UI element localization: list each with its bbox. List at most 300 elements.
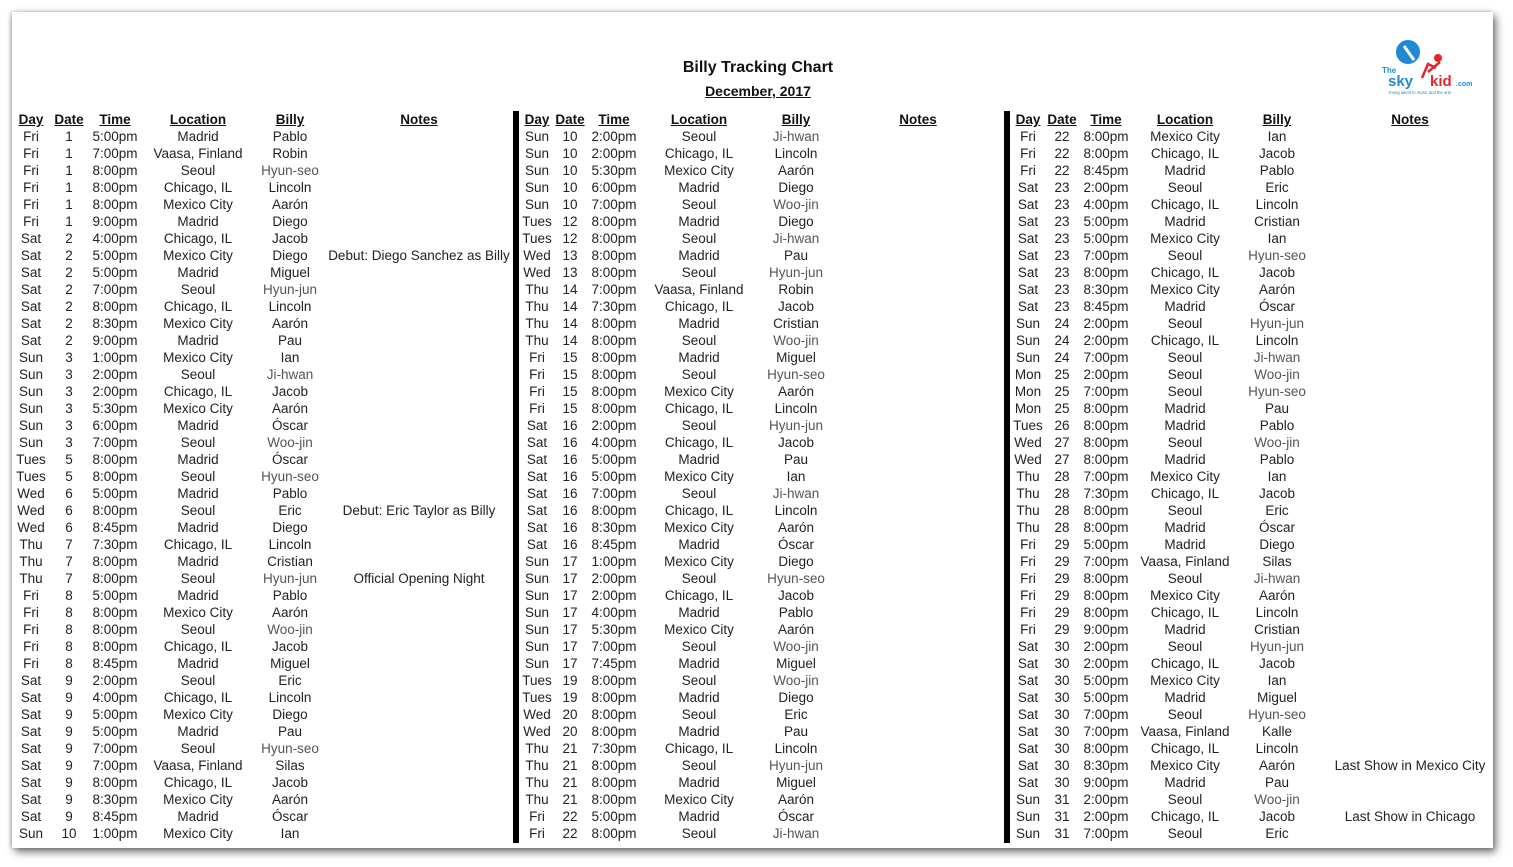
cell-billy: Eric (278, 503, 302, 518)
cell-time: 7:00pm (1083, 248, 1129, 263)
cell-time: 2:00pm (1083, 367, 1129, 382)
cell-billy: Lincoln (774, 146, 818, 161)
cell-date: 2 (65, 265, 73, 280)
cell-date: 23 (1054, 180, 1070, 195)
cell-time: 8:00pm (92, 622, 138, 637)
cell-day: Sun (524, 197, 550, 212)
cell-location: Seoul (1167, 571, 1203, 586)
cell-day: Sat (526, 520, 548, 535)
cell-date: 8 (65, 588, 73, 603)
column-header-location: Location (169, 112, 227, 127)
cell-location: Vaasa, Finland (1140, 724, 1230, 739)
cell-billy: Aarón (777, 163, 815, 178)
cell-billy: Pablo (778, 605, 814, 620)
cell-location: Seoul (180, 503, 216, 518)
cell-location: Madrid (678, 724, 720, 739)
cell-billy: Ji-hwan (1253, 571, 1301, 586)
cell-date: 28 (1054, 469, 1070, 484)
cell-time: 5:30pm (591, 622, 637, 637)
cell-time: 8:00pm (92, 554, 138, 569)
column-header-day: Day (18, 112, 44, 127)
cell-date: 19 (562, 690, 578, 705)
cell-location: Madrid (177, 333, 219, 348)
cell-billy: Miguel (776, 350, 816, 365)
cell-location: Madrid (1164, 418, 1206, 433)
cell-billy: Pablo (1259, 418, 1295, 433)
cell-date: 3 (65, 367, 73, 382)
cell-location: Seoul (180, 741, 216, 756)
cell-location: Madrid (678, 452, 720, 467)
cell-day: Fri (1020, 571, 1036, 586)
cell-date: 14 (562, 299, 578, 314)
cell-location: Chicago, IL (664, 146, 734, 161)
cell-time: 8:00pm (1083, 265, 1129, 280)
cell-day: Sun (18, 401, 44, 416)
cell-date: 16 (562, 486, 578, 501)
cell-notes: Debut: Diego Sanchez as Billy (328, 248, 510, 263)
cell-billy: Woo-jin (1254, 792, 1300, 807)
cell-time: 8:00pm (1083, 588, 1129, 603)
cell-date: 22 (1054, 146, 1070, 161)
cell-location: Chicago, IL (163, 180, 233, 195)
cell-day: Fri (1020, 537, 1036, 552)
cell-billy: Diego (778, 214, 814, 229)
cell-time: 5:30pm (92, 401, 138, 416)
cell-location: Seoul (681, 367, 717, 382)
cell-day: Tues (522, 214, 552, 229)
cell-location: Seoul (681, 231, 717, 246)
cell-billy: Woo-jin (1254, 367, 1300, 382)
cell-date: 8 (65, 639, 73, 654)
cell-location: Seoul (1167, 350, 1203, 365)
cell-billy: Pau (1264, 775, 1290, 790)
column-header-notes: Notes (1391, 112, 1429, 127)
cell-location: Vaasa, Finland (153, 758, 243, 773)
cell-day: Sun (524, 656, 550, 671)
cell-date: 3 (65, 384, 73, 399)
cell-date: 25 (1054, 384, 1070, 399)
cell-location: Chicago, IL (163, 299, 233, 314)
cell-location: Madrid (177, 452, 219, 467)
cell-date: 10 (562, 197, 578, 212)
cell-day: Sat (1017, 248, 1039, 263)
cell-location: Seoul (1167, 367, 1203, 382)
cell-time: 5:00pm (591, 469, 637, 484)
column-header-notes: Notes (400, 112, 438, 127)
cell-billy: Diego (272, 214, 308, 229)
cell-date: 23 (1054, 214, 1070, 229)
cell-location: Seoul (180, 367, 216, 382)
cell-location: Chicago, IL (1150, 265, 1220, 280)
cell-date: 31 (1054, 809, 1070, 824)
cell-time: 7:30pm (92, 537, 138, 552)
cell-date: 30 (1054, 758, 1070, 773)
cell-day: Sat (20, 724, 42, 739)
cell-billy: Hyun-jun (1249, 639, 1305, 654)
cell-day: Fri (1020, 129, 1036, 144)
cell-date: 5 (65, 469, 73, 484)
cell-date: 9 (65, 758, 73, 773)
page-subtitle: December, 2017 (705, 83, 811, 99)
cell-location: Madrid (177, 520, 219, 535)
cell-time: 4:00pm (92, 690, 138, 705)
cell-time: 7:00pm (92, 146, 138, 161)
cell-day: Sun (524, 571, 550, 586)
cell-location: Mexico City (163, 248, 233, 263)
cell-time: 8:00pm (591, 214, 637, 229)
cell-billy: Diego (1259, 537, 1295, 552)
cell-billy: Óscar (1258, 520, 1295, 535)
cell-date: 29 (1054, 537, 1070, 552)
column-header-date: Date (1047, 112, 1077, 127)
cell-location: Madrid (678, 605, 720, 620)
cell-notes: Last Show in Mexico City (1334, 758, 1486, 773)
cell-location: Madrid (177, 554, 219, 569)
cell-day: Sun (524, 163, 550, 178)
cell-day: Sat (1017, 214, 1039, 229)
cell-time: 8:00pm (591, 265, 637, 280)
cell-day: Fri (1020, 163, 1036, 178)
cell-date: 16 (562, 520, 578, 535)
cell-location: Chicago, IL (1150, 656, 1220, 671)
cell-date: 16 (562, 503, 578, 518)
logo-text-com: .com (1456, 81, 1473, 88)
cell-date: 13 (562, 248, 578, 263)
cell-day: Sat (526, 435, 548, 450)
cell-notes: Last Show in Chicago (1344, 809, 1476, 824)
cell-location: Madrid (678, 656, 720, 671)
cell-day: Sat (1017, 741, 1039, 756)
cell-location: Madrid (678, 350, 720, 365)
cell-time: 9:00pm (92, 333, 138, 348)
cell-location: Seoul (1167, 639, 1203, 654)
cell-location: Mexico City (163, 401, 233, 416)
cell-location: Seoul (180, 163, 216, 178)
cell-day: Thu (525, 792, 549, 807)
cell-day: Sun (524, 588, 550, 603)
cell-date: 17 (562, 622, 578, 637)
cell-billy: Hyun-jun (1249, 316, 1305, 331)
cell-billy: Woo-jin (773, 197, 819, 212)
cell-location: Seoul (681, 707, 717, 722)
page-title: Billy Tracking Chart (682, 59, 834, 76)
cell-date: 30 (1054, 656, 1070, 671)
cell-billy: Jacob (271, 384, 309, 399)
cell-date: 22 (1054, 129, 1070, 144)
column-header-date: Date (555, 112, 585, 127)
cell-day: Sat (1017, 231, 1039, 246)
cell-date: 2 (65, 282, 73, 297)
cell-time: 8:00pm (92, 469, 138, 484)
cell-day: Thu (19, 554, 43, 569)
cell-time: 8:00pm (92, 639, 138, 654)
cell-time: 2:00pm (92, 384, 138, 399)
cell-billy: Miguel (1257, 690, 1297, 705)
cell-day: Wed (17, 486, 45, 501)
cell-date: 7 (65, 537, 73, 552)
cell-billy: Aarón (777, 792, 815, 807)
cell-time: 5:00pm (92, 707, 138, 722)
cell-time: 4:00pm (92, 231, 138, 246)
cell-billy: Hyun-jun (768, 758, 824, 773)
cell-location: Vaasa, Finland (654, 282, 744, 297)
cell-day: Sat (20, 809, 42, 824)
cell-location: Seoul (681, 571, 717, 586)
cell-date: 30 (1054, 741, 1070, 756)
cell-location: Madrid (177, 265, 219, 280)
cell-time: 8:00pm (591, 350, 637, 365)
cell-time: 5:00pm (591, 452, 637, 467)
cell-location: Chicago, IL (1150, 333, 1220, 348)
cell-time: 8:00pm (591, 401, 637, 416)
cell-date: 10 (562, 163, 578, 178)
cell-date: 9 (65, 673, 73, 688)
cell-billy: Ji-hwan (772, 129, 820, 144)
cell-day: Sun (1015, 350, 1041, 365)
cell-location: Seoul (681, 265, 717, 280)
cell-location: Mexico City (664, 163, 734, 178)
cell-billy: Óscar (777, 809, 814, 824)
cell-billy: Ji-hwan (266, 367, 314, 382)
cell-location: Chicago, IL (1150, 605, 1220, 620)
cell-day: Thu (525, 741, 549, 756)
cell-day: Sun (1015, 809, 1041, 824)
cell-billy: Jacob (777, 435, 815, 450)
cell-billy: Pablo (1259, 163, 1295, 178)
cell-billy: Aarón (271, 605, 309, 620)
cell-day: Sun (1015, 333, 1041, 348)
cell-location: Vaasa, Finland (153, 146, 243, 161)
cell-day: Mon (1014, 367, 1042, 382)
cell-day: Fri (529, 384, 545, 399)
cell-date: 30 (1054, 707, 1070, 722)
cell-time: 4:00pm (1083, 197, 1129, 212)
cell-date: 6 (65, 503, 73, 518)
cell-time: 8:00pm (591, 248, 637, 263)
cell-billy: Hyun-seo (261, 741, 319, 756)
cell-day: Thu (525, 316, 549, 331)
cell-time: 8:00pm (92, 197, 138, 212)
cell-day: Sat (1017, 775, 1039, 790)
cell-date: 10 (562, 180, 578, 195)
cell-time: 5:00pm (92, 129, 138, 144)
cell-location: Mexico City (1150, 469, 1220, 484)
cell-billy: Aarón (271, 197, 309, 212)
column-header-day: Day (524, 112, 550, 127)
cell-location: Madrid (1164, 775, 1206, 790)
cell-location: Seoul (681, 758, 717, 773)
cell-billy: Óscar (1258, 299, 1295, 314)
cell-day: Tues (1013, 418, 1043, 433)
cell-billy: Hyun-seo (1248, 384, 1306, 399)
cell-billy: Pablo (272, 129, 308, 144)
cell-location: Mexico City (163, 316, 233, 331)
cell-location: Seoul (1167, 826, 1203, 841)
cell-billy: Woo-jin (773, 639, 819, 654)
cell-time: 8:30pm (591, 520, 637, 535)
column-header-notes: Notes (899, 112, 937, 127)
cell-time: 8:00pm (591, 231, 637, 246)
cell-date: 17 (562, 571, 578, 586)
cell-time: 9:00pm (92, 214, 138, 229)
cell-billy: Aarón (271, 316, 309, 331)
cell-location: Seoul (681, 197, 717, 212)
cell-time: 8:00pm (591, 690, 637, 705)
cell-location: Seoul (180, 282, 216, 297)
cell-date: 1 (65, 197, 73, 212)
cell-location: Madrid (1164, 537, 1206, 552)
cell-billy: Diego (272, 248, 308, 263)
cell-time: 7:00pm (1083, 554, 1129, 569)
cell-date: 2 (65, 248, 73, 263)
cell-location: Mexico City (163, 605, 233, 620)
cell-billy: Kalle (1261, 724, 1293, 739)
cell-location: Chicago, IL (1150, 741, 1220, 756)
cell-time: 5:00pm (92, 265, 138, 280)
cell-location: Madrid (678, 537, 720, 552)
cell-date: 10 (562, 146, 578, 161)
cell-day: Sun (524, 554, 550, 569)
cell-date: 23 (1054, 282, 1070, 297)
cell-day: Wed (523, 265, 551, 280)
cell-date: 30 (1054, 690, 1070, 705)
cell-day: Sun (524, 605, 550, 620)
cell-billy: Ji-hwan (1253, 350, 1301, 365)
cell-location: Mexico City (664, 554, 734, 569)
cell-time: 2:00pm (591, 418, 637, 433)
cell-location: Seoul (681, 639, 717, 654)
cell-time: 8:45pm (1083, 163, 1129, 178)
cell-billy: Pablo (272, 588, 308, 603)
cell-time: 8:00pm (591, 758, 637, 773)
cell-time: 8:00pm (591, 707, 637, 722)
cell-time: 8:00pm (591, 826, 637, 841)
cell-location: Seoul (681, 418, 717, 433)
cell-location: Madrid (678, 690, 720, 705)
cell-time: 4:00pm (591, 605, 637, 620)
cell-time: 7:00pm (1083, 826, 1129, 841)
cell-time: 7:00pm (591, 197, 637, 212)
cell-time: 8:45pm (1083, 299, 1129, 314)
cell-day: Fri (23, 163, 39, 178)
cell-date: 21 (562, 758, 578, 773)
cell-billy: Lincoln (268, 690, 312, 705)
cell-billy: Lincoln (268, 180, 312, 195)
cell-date: 24 (1054, 333, 1070, 348)
cell-location: Seoul (681, 826, 717, 841)
cell-day: Wed (523, 248, 551, 263)
column-header-time: Time (598, 112, 630, 127)
cell-date: 1 (65, 180, 73, 195)
cell-location: Mexico City (1150, 673, 1220, 688)
cell-day: Sat (526, 418, 548, 433)
cell-day: Sun (524, 622, 550, 637)
cell-location: Seoul (1167, 435, 1203, 450)
cell-date: 2 (65, 299, 73, 314)
cell-day: Sat (20, 792, 42, 807)
cell-location: Mexico City (163, 792, 233, 807)
cell-time: 8:00pm (92, 571, 138, 586)
column-header-location: Location (670, 112, 728, 127)
cell-billy: Diego (778, 180, 814, 195)
cell-date: 28 (1054, 503, 1070, 518)
cell-time: 8:00pm (1083, 605, 1129, 620)
cell-billy: Ian (280, 826, 300, 841)
cell-date: 9 (65, 792, 73, 807)
cell-date: 7 (65, 554, 73, 569)
cell-location: Madrid (1164, 401, 1206, 416)
cell-day: Sat (20, 741, 42, 756)
cell-billy: Jacob (777, 299, 815, 314)
cell-date: 30 (1054, 673, 1070, 688)
cell-time: 5:00pm (1083, 231, 1129, 246)
cell-time: 7:00pm (1083, 724, 1129, 739)
cell-billy: Lincoln (268, 537, 312, 552)
cell-date: 9 (65, 775, 73, 790)
cell-location: Madrid (1164, 163, 1206, 178)
cell-day: Tues (522, 673, 552, 688)
cell-date: 29 (1054, 622, 1070, 637)
cell-billy: Woo-jin (267, 622, 313, 637)
cell-billy: Eric (1265, 826, 1289, 841)
cell-day: Sat (1017, 180, 1039, 195)
cell-date: 2 (65, 333, 73, 348)
cell-location: Chicago, IL (664, 503, 734, 518)
cell-date: 17 (562, 605, 578, 620)
cell-billy: Jacob (271, 639, 309, 654)
cell-time: 8:00pm (1083, 452, 1129, 467)
column-header-date: Date (54, 112, 84, 127)
cell-location: Mexico City (1150, 588, 1220, 603)
cell-day: Sat (526, 469, 548, 484)
cell-location: Chicago, IL (1150, 809, 1220, 824)
cell-day: Sun (524, 129, 550, 144)
cell-billy: Miguel (776, 775, 816, 790)
cell-location: Chicago, IL (664, 435, 734, 450)
cell-location: Madrid (1164, 452, 1206, 467)
cell-billy: Lincoln (774, 741, 818, 756)
cell-day: Sat (1017, 724, 1039, 739)
cell-day: Thu (525, 758, 549, 773)
cell-billy: Jacob (1258, 809, 1296, 824)
cell-billy: Pau (783, 248, 809, 263)
cell-time: 8:00pm (92, 180, 138, 195)
cell-day: Thu (1016, 486, 1040, 501)
cell-location: Mexico City (163, 197, 233, 212)
cell-billy: Aarón (1258, 758, 1296, 773)
cell-time: 8:30pm (1083, 282, 1129, 297)
cell-location: Madrid (678, 248, 720, 263)
cell-billy: Ian (1267, 469, 1287, 484)
logo-text-the: The (1382, 66, 1397, 75)
cell-day: Sat (1017, 282, 1039, 297)
cell-time: 7:00pm (92, 741, 138, 756)
cell-date: 6 (65, 520, 73, 535)
cell-date: 24 (1054, 350, 1070, 365)
cell-date: 14 (562, 316, 578, 331)
cell-date: 17 (562, 656, 578, 671)
cell-time: 5:00pm (92, 486, 138, 501)
cell-billy: Hyun-jun (768, 265, 824, 280)
cell-location: Madrid (1164, 690, 1206, 705)
cell-date: 12 (562, 214, 578, 229)
cell-time: 1:00pm (92, 826, 138, 841)
cell-day: Fri (23, 605, 39, 620)
cell-day: Fri (23, 588, 39, 603)
cell-location: Seoul (1167, 707, 1203, 722)
cell-date: 25 (1054, 401, 1070, 416)
cell-day: Tues (522, 690, 552, 705)
